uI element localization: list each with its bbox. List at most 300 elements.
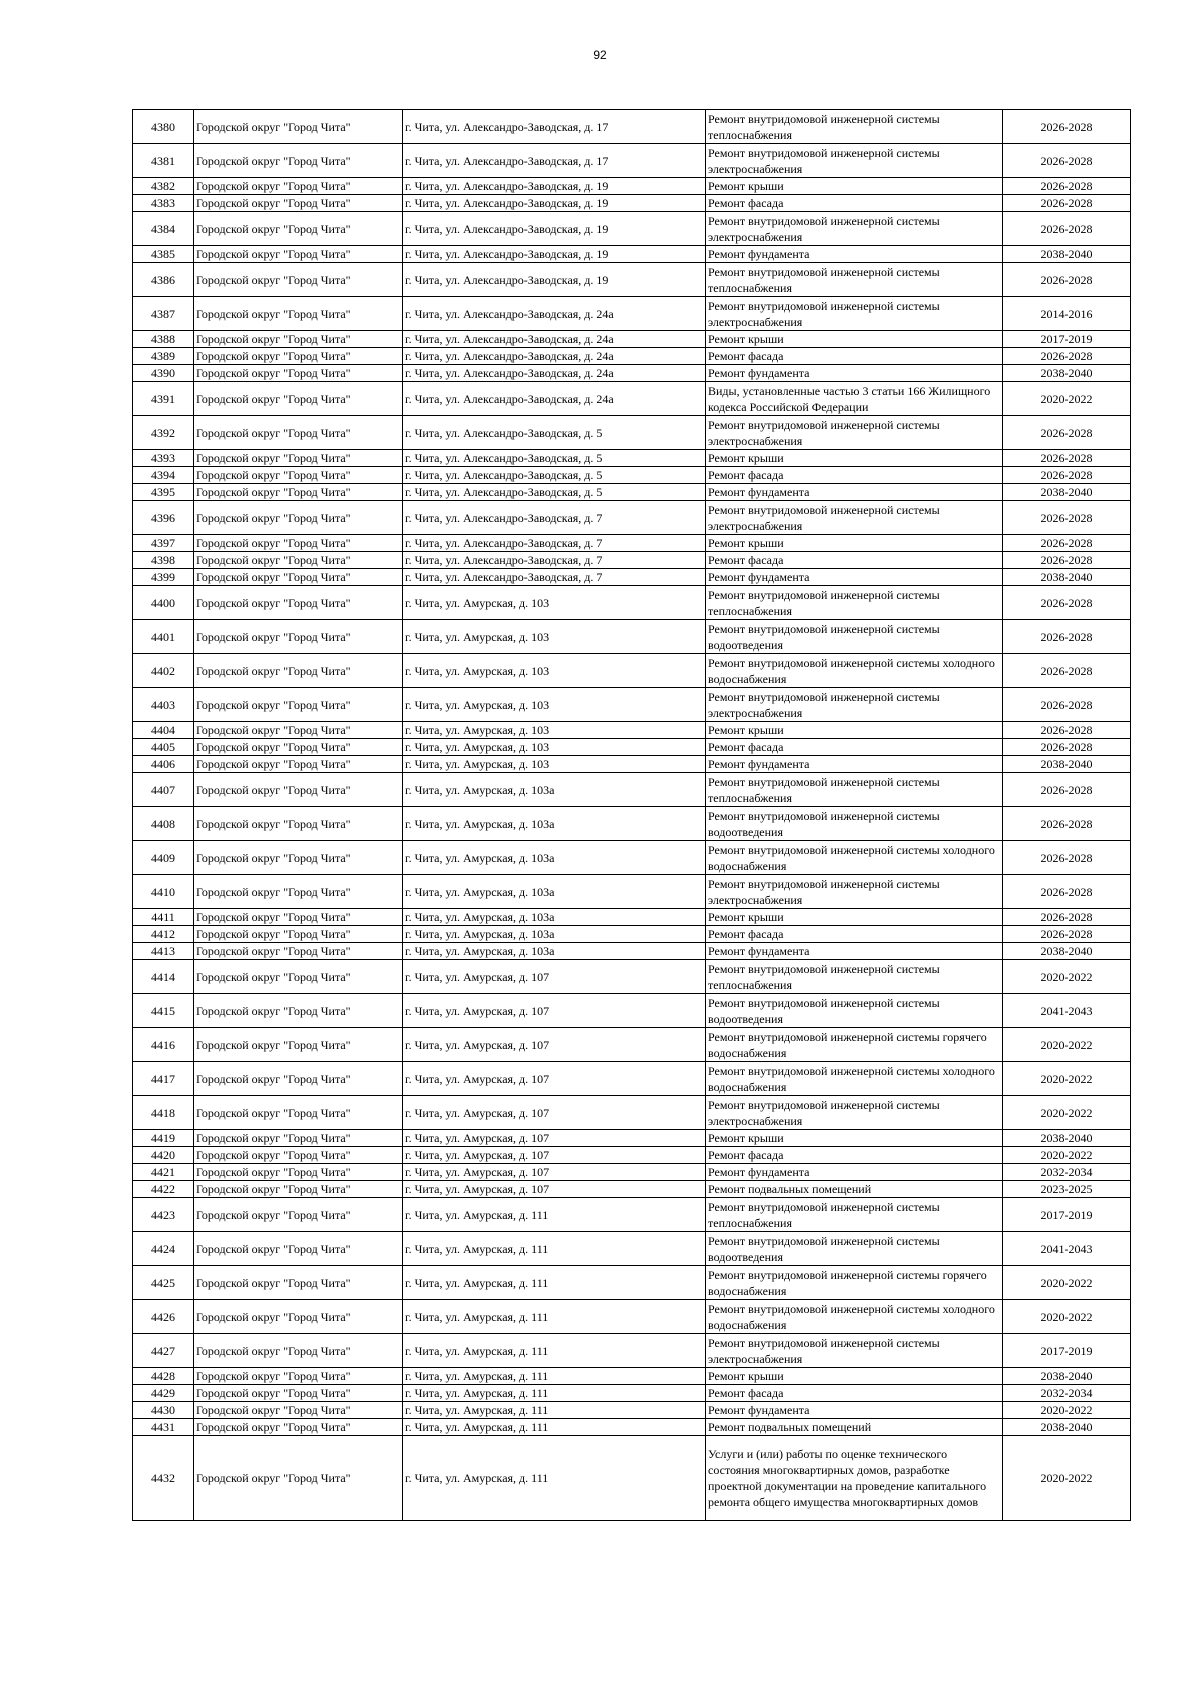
period-cell: 2020-2022 <box>1003 1096 1131 1130</box>
work-type-cell: Ремонт внутридомовой инженерной системы электроснабжения <box>706 297 1003 331</box>
row-number-cell: 4387 <box>133 297 194 331</box>
row-number-cell: 4399 <box>133 569 194 586</box>
table-row <box>133 348 1131 365</box>
period-cell: 2026-2028 <box>1003 841 1131 875</box>
municipality-cell: Городской округ "Город Чита" <box>194 297 403 331</box>
period-cell: 2017-2019 <box>1003 1334 1131 1368</box>
table-row <box>133 654 1131 688</box>
row-number-cell: 4429 <box>133 1385 194 1402</box>
period-cell: 2026-2028 <box>1003 739 1131 756</box>
period-cell: 2026-2028 <box>1003 501 1131 535</box>
municipality-cell: Городской округ "Город Чита" <box>194 960 403 994</box>
row-number-cell: 4398 <box>133 552 194 569</box>
table-row <box>133 331 1131 348</box>
address-cell: г. Чита, ул. Александро-Заводская, д. 24а <box>403 331 706 348</box>
period-cell: 2020-2022 <box>1003 1062 1131 1096</box>
work-type-cell: Ремонт внутридомовой инженерной системы теплоснабжения <box>706 1198 1003 1232</box>
row-number-cell: 4421 <box>133 1164 194 1181</box>
row-number-cell: 4417 <box>133 1062 194 1096</box>
work-type-cell: Ремонт внутридомовой инженерной системы электроснабжения <box>706 688 1003 722</box>
period-cell: 2038-2040 <box>1003 569 1131 586</box>
row-number-cell: 4385 <box>133 246 194 263</box>
work-type-cell: Ремонт крыши <box>706 909 1003 926</box>
table-row <box>133 1232 1131 1266</box>
address-cell: г. Чита, ул. Амурская, д. 111 <box>403 1385 706 1402</box>
period-cell: 2026-2028 <box>1003 909 1131 926</box>
period-cell: 2032-2034 <box>1003 1385 1131 1402</box>
municipality-cell: Городской округ "Город Чита" <box>194 1062 403 1096</box>
municipality-cell: Городской округ "Город Чита" <box>194 1436 403 1521</box>
municipality-cell: Городской округ "Город Чита" <box>194 467 403 484</box>
table-row <box>133 756 1131 773</box>
table-row <box>133 535 1131 552</box>
municipality-cell: Городской округ "Город Чита" <box>194 807 403 841</box>
row-number-cell: 4394 <box>133 467 194 484</box>
row-number-cell: 4427 <box>133 1334 194 1368</box>
address-cell: г. Чита, ул. Александро-Заводская, д. 5 <box>403 467 706 484</box>
address-cell: г. Чита, ул. Амурская, д. 107 <box>403 960 706 994</box>
municipality-cell: Городской округ "Город Чита" <box>194 722 403 739</box>
period-cell: 2026-2028 <box>1003 110 1131 144</box>
row-number-cell: 4432 <box>133 1436 194 1521</box>
municipality-cell: Городской округ "Город Чита" <box>194 841 403 875</box>
work-type-cell: Ремонт крыши <box>706 450 1003 467</box>
municipality-cell: Городской округ "Город Чита" <box>194 1300 403 1334</box>
row-number-cell: 4418 <box>133 1096 194 1130</box>
municipality-cell: Городской округ "Город Чита" <box>194 1096 403 1130</box>
capital-repair-table <box>132 109 1131 1521</box>
table-row <box>133 1402 1131 1419</box>
table-row <box>133 178 1131 195</box>
period-cell: 2026-2028 <box>1003 144 1131 178</box>
work-type-cell: Ремонт фундамента <box>706 569 1003 586</box>
address-cell: г. Чита, ул. Амурская, д. 111 <box>403 1232 706 1266</box>
table-row <box>133 926 1131 943</box>
municipality-cell: Городской округ "Город Чита" <box>194 1147 403 1164</box>
row-number-cell: 4403 <box>133 688 194 722</box>
work-type-cell: Ремонт крыши <box>706 178 1003 195</box>
row-number-cell: 4393 <box>133 450 194 467</box>
period-cell: 2017-2019 <box>1003 1198 1131 1232</box>
municipality-cell: Городской округ "Город Чита" <box>194 212 403 246</box>
work-type-cell: Ремонт фундамента <box>706 1164 1003 1181</box>
work-type-cell: Ремонт внутридомовой инженерной системы электроснабжения <box>706 875 1003 909</box>
address-cell: г. Чита, ул. Александро-Заводская, д. 19 <box>403 178 706 195</box>
address-cell: г. Чита, ул. Амурская, д. 103 <box>403 722 706 739</box>
address-cell: г. Чита, ул. Александро-Заводская, д. 7 <box>403 569 706 586</box>
address-cell: г. Чита, ул. Александро-Заводская, д. 19 <box>403 246 706 263</box>
period-cell: 2026-2028 <box>1003 450 1131 467</box>
row-number-cell: 4422 <box>133 1181 194 1198</box>
period-cell: 2026-2028 <box>1003 926 1131 943</box>
row-number-cell: 4408 <box>133 807 194 841</box>
table-row <box>133 552 1131 569</box>
table-row <box>133 909 1131 926</box>
period-cell: 2014-2016 <box>1003 297 1131 331</box>
work-type-cell: Ремонт фасада <box>706 195 1003 212</box>
period-cell: 2020-2022 <box>1003 1402 1131 1419</box>
table-row <box>133 1419 1131 1436</box>
municipality-cell: Городской округ "Город Чита" <box>194 450 403 467</box>
period-cell: 2020-2022 <box>1003 960 1131 994</box>
table-row <box>133 1385 1131 1402</box>
work-type-cell: Ремонт фундамента <box>706 1402 1003 1419</box>
row-number-cell: 4409 <box>133 841 194 875</box>
municipality-cell: Городской округ "Город Чита" <box>194 654 403 688</box>
work-type-cell: Ремонт фундамента <box>706 943 1003 960</box>
address-cell: г. Чита, ул. Амурская, д. 103 <box>403 620 706 654</box>
municipality-cell: Городской округ "Город Чита" <box>194 365 403 382</box>
row-number-cell: 4388 <box>133 331 194 348</box>
table-row <box>133 807 1131 841</box>
work-type-cell: Ремонт внутридомовой инженерной системы электроснабжения <box>706 416 1003 450</box>
work-type-cell: Виды, установленные частью 3 статьи 166 Жилищного кодекса Российской Федерации <box>706 382 1003 416</box>
table-body <box>133 110 1131 1521</box>
work-type-cell: Ремонт подвальных помещений <box>706 1181 1003 1198</box>
address-cell: г. Чита, ул. Александро-Заводская, д. 24а <box>403 365 706 382</box>
row-number-cell: 4401 <box>133 620 194 654</box>
municipality-cell: Городской округ "Город Чита" <box>194 1368 403 1385</box>
municipality-cell: Городской округ "Город Чита" <box>194 926 403 943</box>
work-type-cell: Ремонт фундамента <box>706 246 1003 263</box>
address-cell: г. Чита, ул. Амурская, д. 103 <box>403 688 706 722</box>
work-type-cell: Ремонт фасада <box>706 348 1003 365</box>
table-row <box>133 1181 1131 1198</box>
period-cell: 2020-2022 <box>1003 1028 1131 1062</box>
period-cell: 2026-2028 <box>1003 263 1131 297</box>
address-cell: г. Чита, ул. Александро-Заводская, д. 19 <box>403 263 706 297</box>
row-number-cell: 4431 <box>133 1419 194 1436</box>
address-cell: г. Чита, ул. Амурская, д. 111 <box>403 1419 706 1436</box>
table-row <box>133 246 1131 263</box>
municipality-cell: Городской округ "Город Чита" <box>194 1198 403 1232</box>
address-cell: г. Чита, ул. Александро-Заводская, д. 7 <box>403 552 706 569</box>
work-type-cell: Ремонт крыши <box>706 1130 1003 1147</box>
work-type-cell: Ремонт крыши <box>706 535 1003 552</box>
address-cell: г. Чита, ул. Амурская, д. 107 <box>403 1181 706 1198</box>
municipality-cell: Городской округ "Город Чита" <box>194 569 403 586</box>
work-type-cell: Ремонт внутридомовой инженерной системы электроснабжения <box>706 144 1003 178</box>
row-number-cell: 4410 <box>133 875 194 909</box>
municipality-cell: Городской округ "Город Чита" <box>194 382 403 416</box>
row-number-cell: 4415 <box>133 994 194 1028</box>
work-type-cell: Ремонт внутридомовой инженерной системы горячего водоснабжения <box>706 1266 1003 1300</box>
row-number-cell: 4420 <box>133 1147 194 1164</box>
address-cell: г. Чита, ул. Амурская, д. 103а <box>403 943 706 960</box>
municipality-cell: Городской округ "Город Чита" <box>194 773 403 807</box>
table-row <box>133 212 1131 246</box>
period-cell: 2038-2040 <box>1003 365 1131 382</box>
table-row <box>133 467 1131 484</box>
municipality-cell: Городской округ "Город Чита" <box>194 909 403 926</box>
work-type-cell: Ремонт фасада <box>706 467 1003 484</box>
work-type-cell: Ремонт внутридомовой инженерной системы теплоснабжения <box>706 960 1003 994</box>
table-row <box>133 195 1131 212</box>
municipality-cell: Городской округ "Город Чита" <box>194 1181 403 1198</box>
period-cell: 2026-2028 <box>1003 688 1131 722</box>
address-cell: г. Чита, ул. Амурская, д. 111 <box>403 1300 706 1334</box>
period-cell: 2041-2043 <box>1003 1232 1131 1266</box>
period-cell: 2020-2022 <box>1003 382 1131 416</box>
period-cell: 2020-2022 <box>1003 1436 1131 1521</box>
work-type-cell: Ремонт внутридомовой инженерной системы теплоснабжения <box>706 263 1003 297</box>
address-cell: г. Чита, ул. Александро-Заводская, д. 5 <box>403 450 706 467</box>
row-number-cell: 4402 <box>133 654 194 688</box>
address-cell: г. Чита, ул. Александро-Заводская, д. 24а <box>403 297 706 331</box>
period-cell: 2026-2028 <box>1003 875 1131 909</box>
address-cell: г. Чита, ул. Амурская, д. 111 <box>403 1266 706 1300</box>
period-cell: 2026-2028 <box>1003 654 1131 688</box>
row-number-cell: 4381 <box>133 144 194 178</box>
address-cell: г. Чита, ул. Амурская, д. 103 <box>403 756 706 773</box>
address-cell: г. Чита, ул. Александро-Заводская, д. 19 <box>403 212 706 246</box>
table-row <box>133 484 1131 501</box>
work-type-cell: Ремонт внутридомовой инженерной системы электроснабжения <box>706 501 1003 535</box>
row-number-cell: 4404 <box>133 722 194 739</box>
row-number-cell: 4411 <box>133 909 194 926</box>
row-number-cell: 4392 <box>133 416 194 450</box>
row-number-cell: 4413 <box>133 943 194 960</box>
table-row <box>133 943 1131 960</box>
municipality-cell: Городской округ "Город Чита" <box>194 1130 403 1147</box>
municipality-cell: Городской округ "Город Чита" <box>194 994 403 1028</box>
work-type-cell: Ремонт внутридомовой инженерной системы электроснабжения <box>706 212 1003 246</box>
work-type-cell: Ремонт внутридомовой инженерной системы водоотведения <box>706 807 1003 841</box>
address-cell: г. Чита, ул. Амурская, д. 103 <box>403 586 706 620</box>
row-number-cell: 4412 <box>133 926 194 943</box>
row-number-cell: 4382 <box>133 178 194 195</box>
table-row <box>133 1436 1131 1521</box>
work-type-cell: Ремонт внутридомовой инженерной системы водоотведения <box>706 620 1003 654</box>
table-row <box>133 110 1131 144</box>
address-cell: г. Чита, ул. Амурская, д. 103а <box>403 841 706 875</box>
row-number-cell: 4407 <box>133 773 194 807</box>
period-cell: 2026-2028 <box>1003 535 1131 552</box>
table-row <box>133 773 1131 807</box>
address-cell: г. Чита, ул. Амурская, д. 103а <box>403 807 706 841</box>
period-cell: 2032-2034 <box>1003 1164 1131 1181</box>
row-number-cell: 4400 <box>133 586 194 620</box>
table-row <box>133 739 1131 756</box>
work-type-cell: Ремонт крыши <box>706 722 1003 739</box>
address-cell: г. Чита, ул. Амурская, д. 111 <box>403 1436 706 1521</box>
table-row <box>133 1147 1131 1164</box>
address-cell: г. Чита, ул. Александро-Заводская, д. 5 <box>403 484 706 501</box>
municipality-cell: Городской округ "Город Чита" <box>194 756 403 773</box>
work-type-cell: Ремонт фасада <box>706 1385 1003 1402</box>
address-cell: г. Чита, ул. Амурская, д. 111 <box>403 1402 706 1419</box>
row-number-cell: 4386 <box>133 263 194 297</box>
table-row <box>133 382 1131 416</box>
municipality-cell: Городской округ "Город Чита" <box>194 552 403 569</box>
table-row <box>133 620 1131 654</box>
period-cell: 2041-2043 <box>1003 994 1131 1028</box>
municipality-cell: Городской округ "Город Чита" <box>194 620 403 654</box>
municipality-cell: Городской округ "Город Чита" <box>194 501 403 535</box>
municipality-cell: Городской округ "Город Чита" <box>194 1232 403 1266</box>
municipality-cell: Городской округ "Город Чита" <box>194 331 403 348</box>
period-cell: 2038-2040 <box>1003 484 1131 501</box>
address-cell: г. Чита, ул. Амурская, д. 103а <box>403 926 706 943</box>
municipality-cell: Городской округ "Город Чита" <box>194 1402 403 1419</box>
table-row <box>133 569 1131 586</box>
period-cell: 2026-2028 <box>1003 195 1131 212</box>
row-number-cell: 4426 <box>133 1300 194 1334</box>
row-number-cell: 4380 <box>133 110 194 144</box>
row-number-cell: 4423 <box>133 1198 194 1232</box>
work-type-cell: Ремонт фасада <box>706 552 1003 569</box>
period-cell: 2038-2040 <box>1003 1419 1131 1436</box>
table-row <box>133 1266 1131 1300</box>
work-type-cell: Ремонт фундамента <box>706 484 1003 501</box>
row-number-cell: 4416 <box>133 1028 194 1062</box>
period-cell: 2038-2040 <box>1003 1368 1131 1385</box>
municipality-cell: Городской округ "Город Чита" <box>194 535 403 552</box>
table-row <box>133 365 1131 382</box>
work-type-cell: Ремонт фасада <box>706 1147 1003 1164</box>
municipality-cell: Городской округ "Город Чита" <box>194 110 403 144</box>
period-cell: 2026-2028 <box>1003 620 1131 654</box>
period-cell: 2026-2028 <box>1003 467 1131 484</box>
table-row <box>133 1164 1131 1181</box>
address-cell: г. Чита, ул. Амурская, д. 107 <box>403 1164 706 1181</box>
address-cell: г. Чита, ул. Амурская, д. 111 <box>403 1334 706 1368</box>
work-type-cell: Ремонт фасада <box>706 926 1003 943</box>
table-row <box>133 960 1131 994</box>
table-row <box>133 994 1131 1028</box>
work-type-cell: Ремонт фундамента <box>706 365 1003 382</box>
row-number-cell: 4383 <box>133 195 194 212</box>
work-type-cell: Ремонт внутридомовой инженерной системы электроснабжения <box>706 1096 1003 1130</box>
address-cell: г. Чита, ул. Александро-Заводская, д. 19 <box>403 195 706 212</box>
table-row <box>133 1028 1131 1062</box>
page-number: 92 <box>593 48 607 62</box>
work-type-cell: Ремонт фасада <box>706 739 1003 756</box>
address-cell: г. Чита, ул. Амурская, д. 103а <box>403 773 706 807</box>
period-cell: 2026-2028 <box>1003 416 1131 450</box>
table-row <box>133 297 1131 331</box>
row-number-cell: 4391 <box>133 382 194 416</box>
municipality-cell: Городской округ "Город Чита" <box>194 739 403 756</box>
period-cell: 2020-2022 <box>1003 1300 1131 1334</box>
work-type-cell: Ремонт внутридомовой инженерной системы холодного водоснабжения <box>706 1300 1003 1334</box>
table-row <box>133 1300 1131 1334</box>
municipality-cell: Городской округ "Город Чита" <box>194 1334 403 1368</box>
period-cell: 2020-2022 <box>1003 1147 1131 1164</box>
municipality-cell: Городской округ "Город Чита" <box>194 1266 403 1300</box>
table-row <box>133 144 1131 178</box>
row-number-cell: 4424 <box>133 1232 194 1266</box>
table-row <box>133 875 1131 909</box>
period-cell: 2026-2028 <box>1003 773 1131 807</box>
table-row <box>133 1096 1131 1130</box>
address-cell: г. Чита, ул. Амурская, д. 107 <box>403 1147 706 1164</box>
municipality-cell: Городской округ "Город Чита" <box>194 144 403 178</box>
table-row <box>133 1062 1131 1096</box>
work-type-cell: Ремонт внутридомовой инженерной системы горячего водоснабжения <box>706 1028 1003 1062</box>
table-row <box>133 1198 1131 1232</box>
municipality-cell: Городской округ "Город Чита" <box>194 348 403 365</box>
row-number-cell: 4389 <box>133 348 194 365</box>
period-cell: 2026-2028 <box>1003 178 1131 195</box>
municipality-cell: Городской округ "Город Чита" <box>194 875 403 909</box>
row-number-cell: 4384 <box>133 212 194 246</box>
municipality-cell: Городской округ "Город Чита" <box>194 943 403 960</box>
table-row <box>133 501 1131 535</box>
work-type-cell: Ремонт крыши <box>706 1368 1003 1385</box>
address-cell: г. Чита, ул. Амурская, д. 103а <box>403 909 706 926</box>
table-row <box>133 841 1131 875</box>
address-cell: г. Чита, ул. Амурская, д. 103 <box>403 654 706 688</box>
work-type-cell: Ремонт внутридомовой инженерной системы холодного водоснабжения <box>706 1062 1003 1096</box>
period-cell: 2026-2028 <box>1003 212 1131 246</box>
work-type-cell: Ремонт внутридомовой инженерной системы электроснабжения <box>706 1334 1003 1368</box>
municipality-cell: Городской округ "Город Чита" <box>194 416 403 450</box>
municipality-cell: Городской округ "Город Чита" <box>194 1419 403 1436</box>
row-number-cell: 4405 <box>133 739 194 756</box>
table-row <box>133 688 1131 722</box>
table-row <box>133 450 1131 467</box>
period-cell: 2038-2040 <box>1003 756 1131 773</box>
table-row <box>133 586 1131 620</box>
table-row <box>133 263 1131 297</box>
municipality-cell: Городской округ "Город Чита" <box>194 195 403 212</box>
address-cell: г. Чита, ул. Амурская, д. 107 <box>403 994 706 1028</box>
period-cell: 2038-2040 <box>1003 1130 1131 1147</box>
municipality-cell: Городской округ "Город Чита" <box>194 484 403 501</box>
period-cell: 2020-2022 <box>1003 1266 1131 1300</box>
period-cell: 2017-2019 <box>1003 331 1131 348</box>
period-cell: 2038-2040 <box>1003 943 1131 960</box>
period-cell: 2038-2040 <box>1003 246 1131 263</box>
municipality-cell: Городской округ "Город Чита" <box>194 1164 403 1181</box>
row-number-cell: 4430 <box>133 1402 194 1419</box>
work-type-cell: Услуги и (или) работы по оценке технического состояния многоквартирных домов, разработке проектной документации на проведение капитального ремонта общего имущества многоквартирных домов <box>706 1436 1003 1521</box>
table-row <box>133 1130 1131 1147</box>
address-cell: г. Чита, ул. Александро-Заводская, д. 24а <box>403 348 706 365</box>
period-cell: 2026-2028 <box>1003 348 1131 365</box>
address-cell: г. Чита, ул. Александро-Заводская, д. 17 <box>403 144 706 178</box>
municipality-cell: Городской округ "Город Чита" <box>194 178 403 195</box>
address-cell: г. Чита, ул. Амурская, д. 107 <box>403 1096 706 1130</box>
table-row <box>133 416 1131 450</box>
row-number-cell: 4390 <box>133 365 194 382</box>
municipality-cell: Городской округ "Город Чита" <box>194 586 403 620</box>
table-row <box>133 1334 1131 1368</box>
work-type-cell: Ремонт внутридомовой инженерной системы холодного водоснабжения <box>706 841 1003 875</box>
row-number-cell: 4406 <box>133 756 194 773</box>
address-cell: г. Чита, ул. Александро-Заводская, д. 17 <box>403 110 706 144</box>
address-cell: г. Чита, ул. Амурская, д. 111 <box>403 1368 706 1385</box>
address-cell: г. Чита, ул. Александро-Заводская, д. 7 <box>403 501 706 535</box>
period-cell: 2026-2028 <box>1003 552 1131 569</box>
address-cell: г. Чита, ул. Амурская, д. 107 <box>403 1130 706 1147</box>
table-row <box>133 722 1131 739</box>
address-cell: г. Чита, ул. Амурская, д. 111 <box>403 1198 706 1232</box>
work-type-cell: Ремонт внутридомовой инженерной системы водоотведения <box>706 1232 1003 1266</box>
address-cell: г. Чита, ул. Амурская, д. 107 <box>403 1062 706 1096</box>
work-type-cell: Ремонт подвальных помещений <box>706 1419 1003 1436</box>
row-number-cell: 4396 <box>133 501 194 535</box>
address-cell: г. Чита, ул. Александро-Заводская, д. 24а <box>403 382 706 416</box>
period-cell: 2023-2025 <box>1003 1181 1131 1198</box>
municipality-cell: Городской округ "Город Чита" <box>194 263 403 297</box>
address-cell: г. Чита, ул. Амурская, д. 103а <box>403 875 706 909</box>
address-cell: г. Чита, ул. Амурская, д. 107 <box>403 1028 706 1062</box>
row-number-cell: 4414 <box>133 960 194 994</box>
period-cell: 2026-2028 <box>1003 807 1131 841</box>
period-cell: 2026-2028 <box>1003 722 1131 739</box>
